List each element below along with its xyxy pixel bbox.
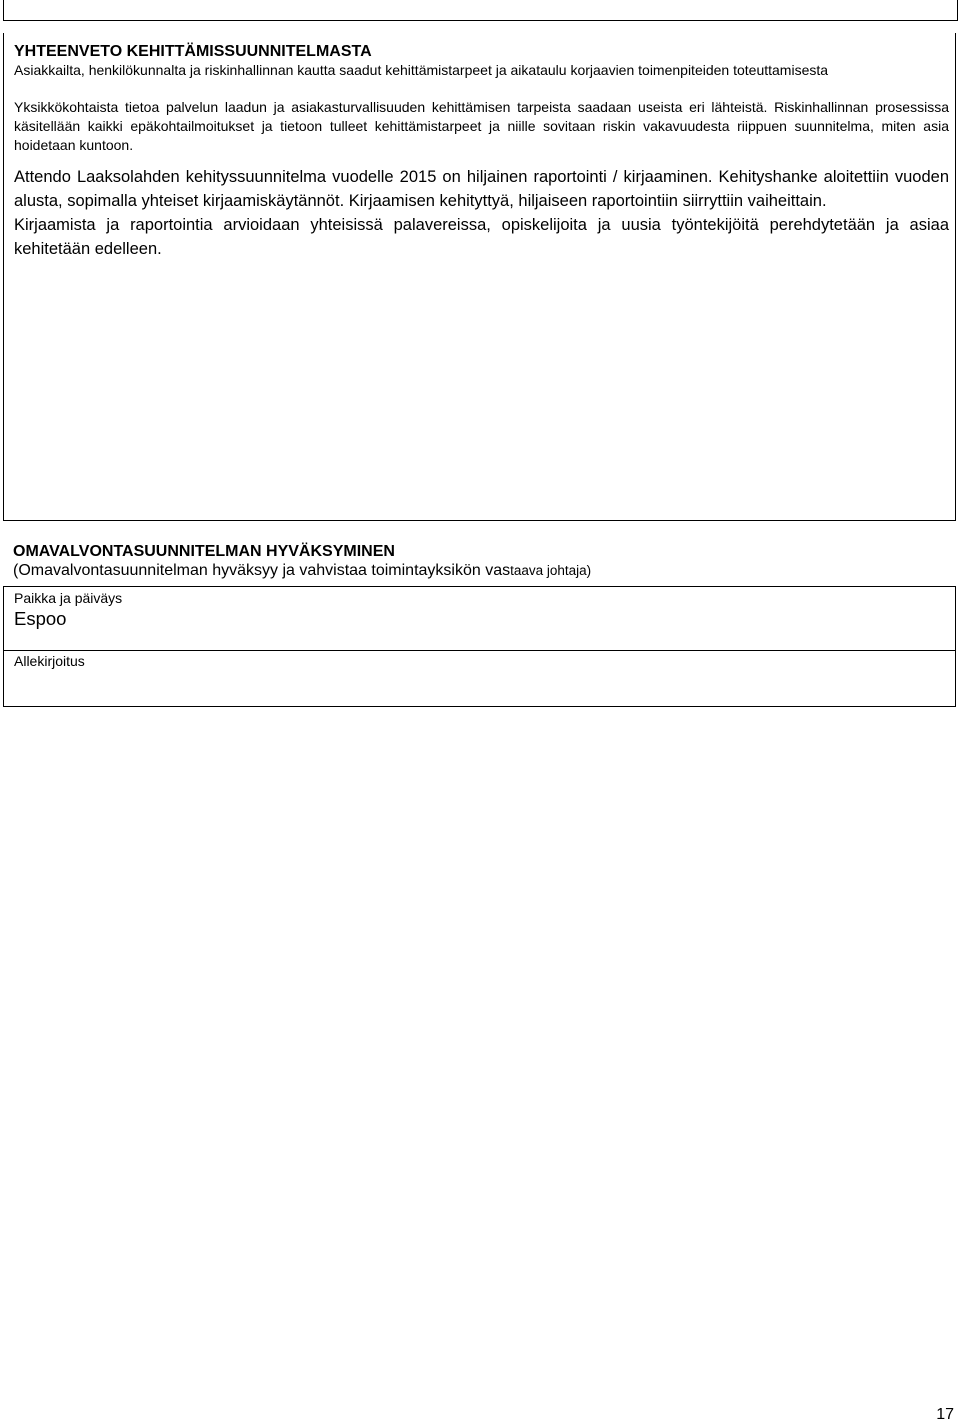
summary-heading: YHTEENVETO KEHITTÄMISSUUNNITELMASTA: [14, 43, 372, 60]
summary-intro: Asiakkailta, henkilökunnalta ja riskinhallinnan kautta saadut kehittämistarpeet ja aikataulu korjaavien toimenpiteiden toteuttamisesta: [14, 62, 829, 78]
summary-section: [3, 33, 956, 521]
approval-fields-box: [3, 586, 956, 707]
header-box: [3, 0, 958, 21]
place-date-value: Espoo: [14, 608, 67, 629]
summary-paragraph-sources: Yksikkökohtaista tietoa palvelun laadun ja asiakasturvallisuuden kehittämisen tarpeista saadaan useista eri lähteistä. Riskinhallinnan prosessissa käsitellään kaikki epäkohtailmoitukset ja tietoon tulleet kehittämistarpeet ja niille sovitaan riskin vakavuudesta riippuen suunnitelma, miten asia hoidetaan kuntoon.: [14, 99, 949, 153]
summary-content: [14, 43, 949, 261]
approval-heading: OMAVALVONTASUUNNITELMAN HYVÄKSYMINEN: [13, 543, 395, 560]
place-date-label: Paikka ja päiväys: [14, 590, 123, 606]
approval-subtitle: [13, 561, 953, 581]
approval-subtitle-main: (Omavalvontasuunnitelman hyväksyy ja vahvistaa toimintayksikön vas: [13, 562, 511, 579]
summary-paragraph-plan: Attendo Laaksolahden kehityssuunnitelma vuodelle 2015 on hiljainen raportointi / kirjaaminen. Kehityshanke aloitettiin vuoden alusta, sopimalla yhteiset kirjaamiskäytännöt. Kirjaamisen kehityttyä, hiljaiseen raportointiin siirryttiin vaiheittain.: [14, 168, 949, 210]
approval-section: [13, 543, 953, 581]
approval-subtitle-small: taava johtaja): [510, 563, 592, 578]
signature-label: Allekirjoitus: [14, 653, 85, 669]
field-divider: [4, 650, 955, 651]
page-number: 17: [936, 1406, 954, 1423]
summary-paragraph-evaluation: Kirjaamista ja raportointia arvioidaan yhteisissä palavereissa, opiskelijoita ja uusia työntekijöitä perehdytetään ja asiaa kehitetään edelleen.: [14, 216, 949, 258]
